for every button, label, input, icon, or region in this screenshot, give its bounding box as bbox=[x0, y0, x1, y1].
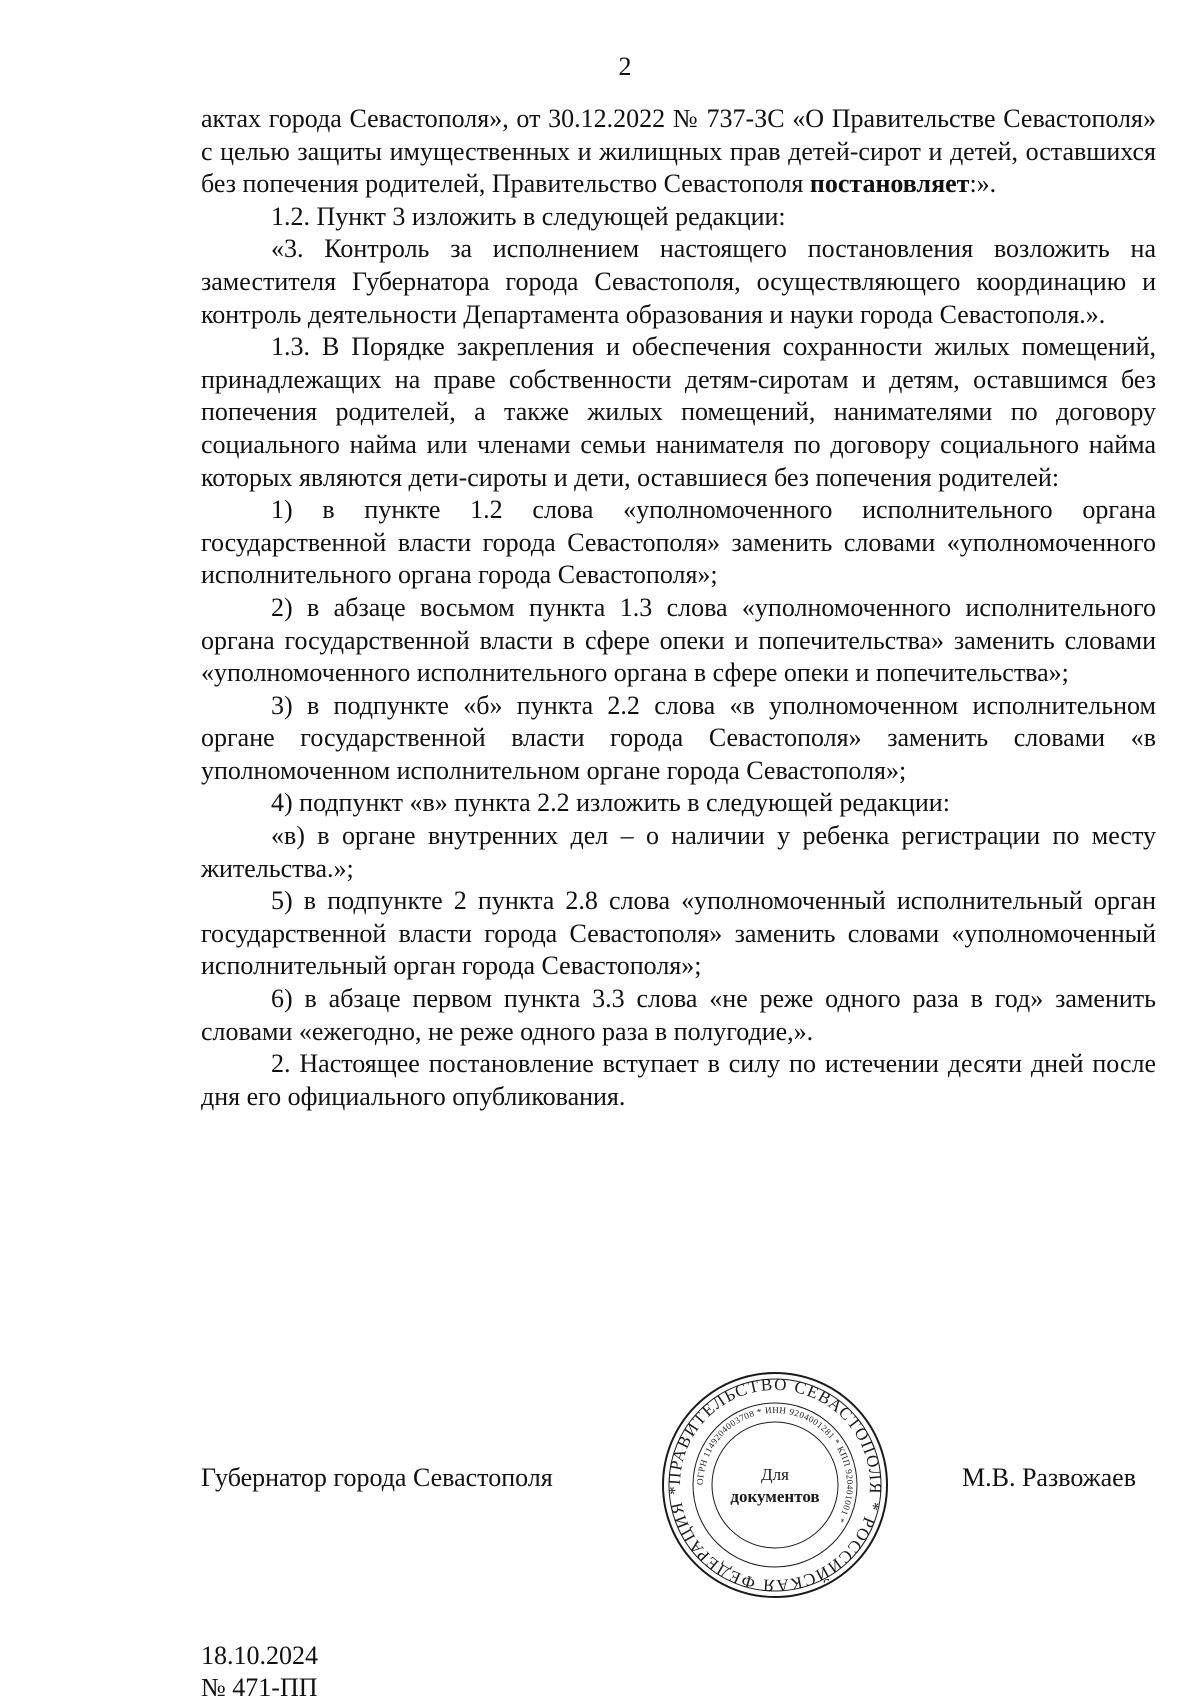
signatory-name: М.В. Развожаев bbox=[961, 1463, 1136, 1492]
keyword-postanovlyaet: постановляет bbox=[809, 169, 970, 199]
paragraph-item-3: 3) в подпункте «б» пункта 2.2 слова «в уполномоченном исполнительном органе государственной власти города Севастополя» заменить словами «в уполномоченном исполнительном органе города Севастополя»; bbox=[201, 690, 1156, 785]
paragraph-1-3: 1.3. В Порядке закрепления и обеспечения сохранности жилых помещений, принадлежащих на праве собственности детям-сиротам и детям, оставшимся без попечения родителей, а также жилых помещений, нанимателями по договору социального найма или членами семьи нанимателя по договору социального найма которых являются дети-сироты и дети, оставшиеся без попечения родителей: bbox=[201, 332, 1156, 492]
paragraph-item-5: 5) в подпункте 2 пункта 2.8 слова «уполномоченный исполнительный орган государственной власти города Севастополя» заменить словами «уполномоченный исполнительный орган города Севастополя»; bbox=[201, 886, 1156, 981]
paragraph-item-1: 1) в пункте 1.2 слова «уполномоченного исполнительного органа государственной власти города Севастополя» заменить словами «уполномоченного исполнительного органа города Севастополя»; bbox=[201, 495, 1156, 590]
paragraph-2: 2. Настоящее постановление вступает в силу по истечении десяти дней после дня его официального опубликования. bbox=[201, 1049, 1156, 1111]
paragraph-item-2: 2) в абзаце восьмом пункта 1.3 слова «уполномоченного исполнительного органа государственной власти в сфере опеки и попечительства» заменить словами «уполномоченного исполнительного органа в сфере опеки и попечительства»; bbox=[201, 592, 1156, 688]
paragraph-1-2-quote: «3. Контроль за исполнением настоящего постановления возложить на заместителя Губернатора города Севастополя, осуществляющего координацию и контроль деятельности Департамента образования и науки города Севастополя.». bbox=[201, 234, 1156, 329]
official-seal-stamp bbox=[660, 1370, 890, 1600]
paragraph-intro-continuation bbox=[201, 103, 1156, 201]
document-date: 18.10.2024 bbox=[201, 1641, 318, 1670]
seal-center-line2: документов bbox=[730, 1487, 820, 1506]
seal-outer-text: ПРАВИТЕЛЬСТВО СЕВАСТОПОЛЯ * РОССИЙСКАЯ ФЕДЕРАЦИЯ * bbox=[664, 1374, 886, 1596]
seal-inner-ring bbox=[712, 1422, 838, 1548]
seal-center-line1: Для bbox=[761, 1465, 789, 1484]
seal-middle-ring bbox=[693, 1403, 857, 1567]
paragraph-text: :». bbox=[969, 169, 997, 199]
paragraph-item-4: 4) подпункт «в» пункта 2.2 изложить в следующей редакции: bbox=[271, 788, 950, 818]
paragraph-item-4-quote: «в) в органе внутренних дел – о наличии у ребенка регистрации по месту жительства.»; bbox=[201, 821, 1156, 883]
document-body bbox=[201, 103, 1156, 1113]
document-number: № 471-ПП bbox=[201, 1673, 318, 1702]
paragraph-item-6: 6) в абзаце первом пункта 3.3 слова «не реже одного раза в год» заменить словами «ежегодно, не реже одного раза в полугодие,». bbox=[201, 984, 1156, 1046]
signatory-title: Губернатор города Севастополя bbox=[201, 1463, 553, 1492]
document-meta bbox=[201, 1640, 318, 1704]
page-number: 2 bbox=[618, 52, 632, 81]
paragraph-1-2: 1.2. Пункт 3 изложить в следующей редакции: bbox=[271, 201, 786, 231]
seal-inner-text: ОГРН 1149204003708 * ИНН 9204001281 * КПП 920401001 * bbox=[694, 1404, 856, 1525]
paragraph-text: актах города Севастополя», от 30.12.2022 № 737-ЗС «О Правительстве Севастополя» с целью защиты имущественных и жилищных прав детей-сирот и детей, оставшихся без попечения родителей, Правительство Севастополя bbox=[201, 104, 1156, 199]
